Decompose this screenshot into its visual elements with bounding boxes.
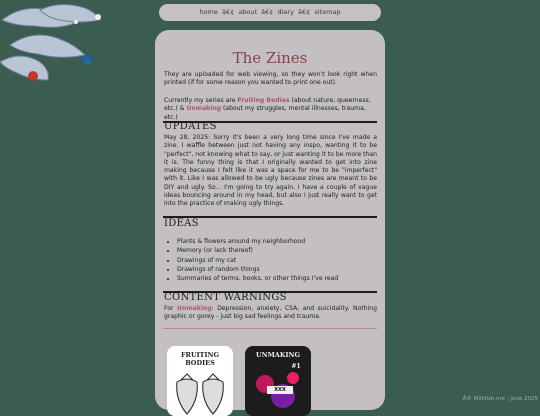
nav-sitemap-link[interactable]: sitemap: [314, 8, 341, 16]
warnings-prefix: For: [164, 305, 178, 312]
list-item: • Drawings of random things: [177, 265, 377, 274]
cover-title: UNMAKING: [255, 351, 301, 359]
updates-heading: UPDATES: [164, 121, 217, 132]
updates-text: May 28, 2025: Sorry it's been a very long time since I've made a zine. I waffle between just not having any inspo, wanting it to be "perfect", not knowing what to say, or just wanting it to be more than it is. The funny thing is that I originally wanted to get into zine making because I felt like it was a space for me to be "imperfect" with it. Like I was allowed to be ugly because zines are meant to be DIY and ugly. So... I'm going to try again. I have a couple of vague ideas bouncing around in my head, but also I just really want to get into the practice of making ugly things.: [164, 134, 377, 208]
warnings-unmaking-link[interactable]: Unmaking: [177, 305, 212, 312]
intro-text: They are uploaded for web viewing, so they won't look right when printed (if for some reason you wanted to print one out).: [164, 71, 377, 87]
content-warnings-heading: CONTENT WARNINGS: [164, 292, 287, 303]
series-unmaking-link[interactable]: Unmaking: [186, 105, 222, 113]
series-text: [164, 97, 377, 122]
list-item: • Plants & flowers around my neighborhood: [177, 237, 377, 246]
list-item: • Memory (or lack thereof): [177, 246, 377, 255]
zine-cover-fruiting-bodies[interactable]: [167, 346, 233, 416]
series-prefix: Currently my series are: [164, 97, 238, 104]
cover-tag: XXX: [267, 386, 293, 394]
content-warnings-text: [164, 305, 377, 322]
ideas-heading: IDEAS: [164, 218, 199, 229]
nav-diary-link[interactable]: diary: [277, 8, 294, 16]
nav-separator: â€¢: [298, 8, 311, 16]
top-nav: [159, 4, 381, 21]
ideas-list: [164, 237, 377, 283]
divider: [163, 328, 377, 329]
nav-home-link[interactable]: home: [199, 8, 218, 16]
nav-separator: â€¢: [221, 8, 235, 16]
strawberry-icon: [173, 372, 227, 416]
footer-copyright: Â© Milkfish.me : June 2025: [462, 396, 538, 402]
list-item: • Drawings of my cat: [177, 256, 377, 265]
page-title: The Zines: [232, 49, 308, 67]
content-panel: [155, 30, 385, 410]
list-item: • Summaries of terms, books, or other things I've read: [177, 274, 377, 283]
warnings-desc: : Depression, anxiety, CSA, and suicidality. Nothing graphic or gorey - just big sad feelings and trauma.: [164, 305, 377, 321]
series2-desc: (about my struggles, mental illnesses, trauma, etc.): [164, 105, 366, 121]
cover-issue: #1: [291, 363, 301, 370]
cover-title: FRUITING BODIES: [180, 351, 220, 367]
series-fruiting-bodies-link[interactable]: Fruiting Bodies: [237, 97, 290, 104]
fish-decoration: [0, 0, 110, 95]
series1-desc: (about nature, queerness, etc.) &: [164, 97, 371, 113]
nav-separator: â€¢: [261, 8, 274, 16]
zine-cover-unmaking[interactable]: [245, 346, 311, 416]
nav-about-link[interactable]: about: [238, 8, 258, 16]
